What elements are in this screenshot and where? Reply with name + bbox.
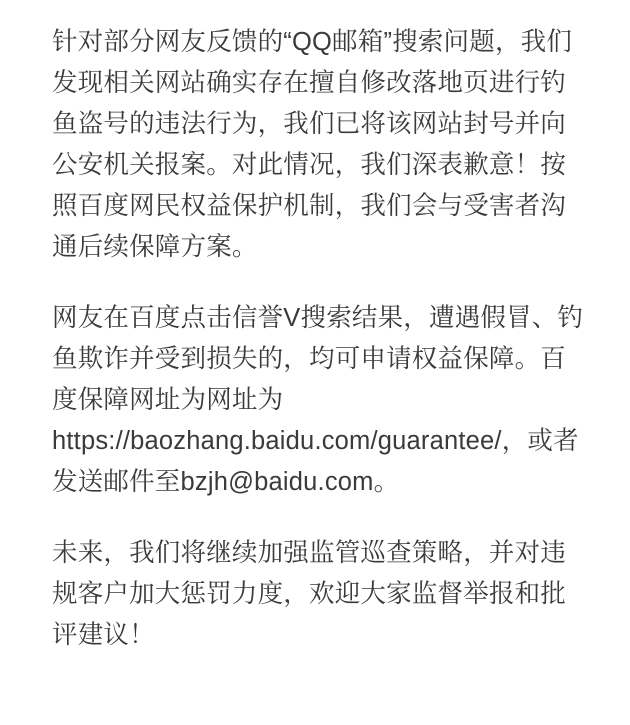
paragraph-2: 网友在百度点击信誉V搜索结果，遭遇假冒、钓鱼欺诈并受到损失的，均可申请权益保障。百度保障网址为网址为https://baozhang.baidu.com/guarantee/，或者发送邮件至bzjh@baidu.com。 bbox=[52, 304, 584, 496]
paragraph-3: 未来，我们将继续加强监管巡查策略，并对违规客户加大惩罚力度，欢迎大家监督举报和批评建议！ bbox=[52, 539, 567, 649]
paragraph-1: 针对部分网友反馈的“QQ邮箱”搜索问题，我们发现相关网站确实存在擅自修改落地页进行钓鱼盗号的违法行为，我们已将该网站封号并向公安机关报案。对此情况，我们深表歉意！按照百度网民权益保护机制，我们会与受害者沟通后续保障方案。 bbox=[52, 28, 573, 261]
article-body bbox=[52, 22, 586, 656]
